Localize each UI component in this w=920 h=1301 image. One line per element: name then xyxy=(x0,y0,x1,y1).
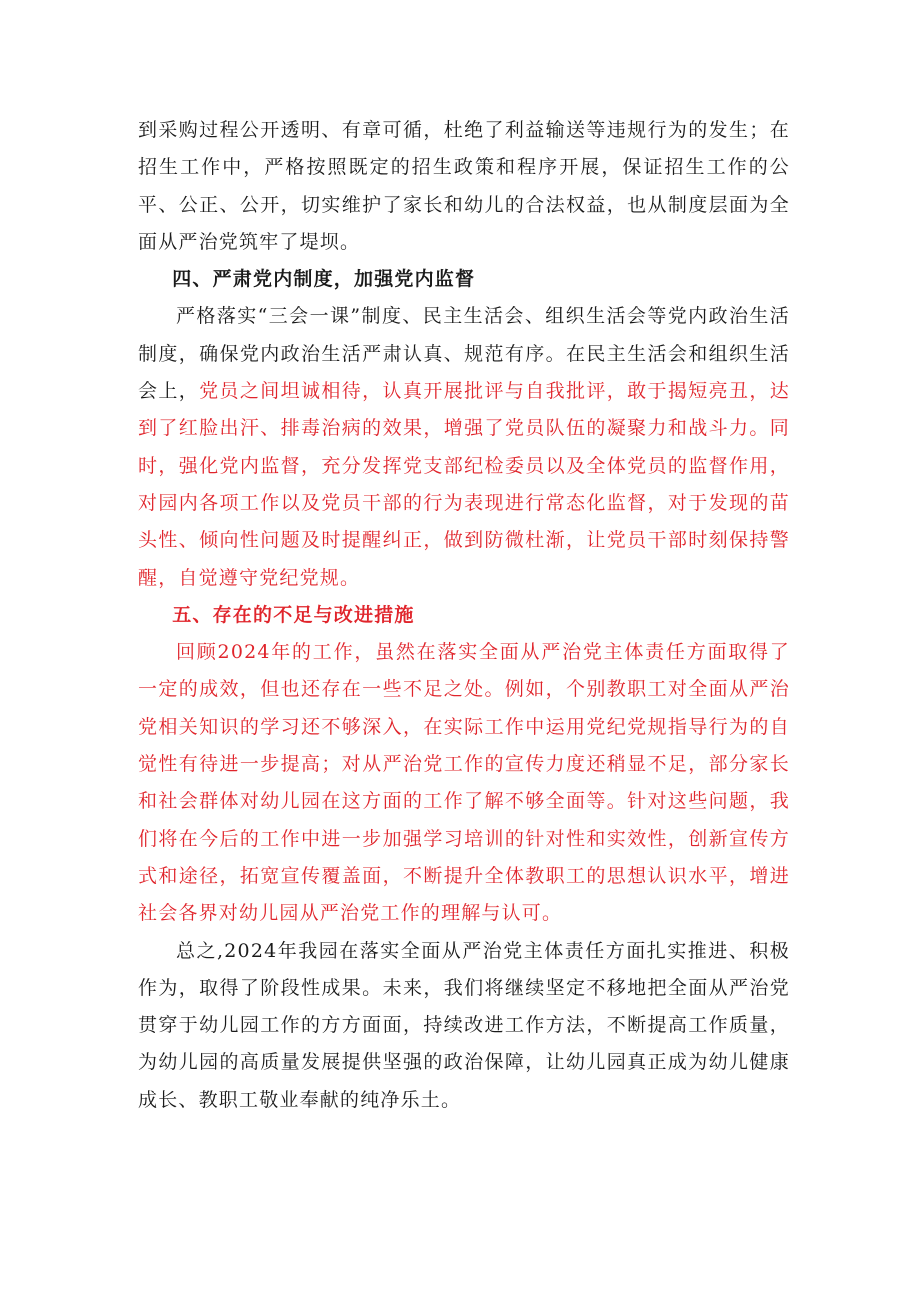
paragraph-section-4-black: 严格落实“三会一课”制度、民主生活会、组织生活会等党内政治生活制度，确保党内政治生活严肃认真、规范有序。在民主生活会和组织生活会上， xyxy=(138,305,790,403)
paragraph-section-4 xyxy=(138,298,790,596)
paragraph-conclusion: 总之,2024年我园在落实全面从严治党主体责任方面扎实推进、积极作为，取得了阶段性成果。未来，我们将继续坚定不移地把全面从严治党贯穿于幼儿园工作的方方面面，持续改进工作方法，不断提高工作质量，为幼儿园的高质量发展提供坚强的政治保障，让幼儿园真正成为幼儿健康成长、教职工敬业奉献的纯净乐土。 xyxy=(138,939,790,1111)
paragraph-section-4-red: 党员之间坦诚相待，认真开展批评与自我批评，敢于揭短亮丑，达到了红脸出汗、排毒治病的效果，增强了党员队伍的凝聚力和战斗力。同时，强化党内监督，充分发挥党支部纪检委员以及全体党员的监督作用，对园内各项工作以及党员干部的行为表现进行常态化监督，对于发现的苗头性、倾向性问题及时提醒纠正，做到防微杜渐，让党员干部时刻保持警醒，自觉遵守党纪党规。 xyxy=(138,380,790,589)
document-page xyxy=(138,112,790,1119)
section-heading-5: 五、存在的不足与改进措施 xyxy=(172,603,415,626)
paragraph-section-5: 回顾2024年的工作，虽然在落实全面从严治党主体责任方面取得了一定的成效，但也还存在一些不足之处。例如，个别教职工对全面从严治党相关知识的学习还不够深入，在实际工作中运用党纪党规指导行为的自觉性有待进一步提高；对从严治党工作的宣传力度还稍显不足，部分家长和社会群体对幼儿园在这方面的工作了解不够全面等。针对这些问题，我们将在今后的工作中进一步加强学习培训的针对性和实效性，创新宣传方式和途径，拓宽宣传覆盖面，不断提升全体教职工的思想认识水平，增进社会各界对幼儿园从严治党工作的理解与认可。 xyxy=(138,641,790,925)
paragraph-continuation: 到采购过程公开透明、有章可循，杜绝了利益输送等违规行为的发生；在招生工作中，严格按照既定的招生政策和程序开展，保证招生工作的公平、公正、公开，切实维护了家长和幼儿的合法权益，也从制度层面为全面从严治党筑牢了堤坝。 xyxy=(138,119,790,253)
section-heading-4: 四、严肃党内制度，加强党内监督 xyxy=(172,268,476,291)
